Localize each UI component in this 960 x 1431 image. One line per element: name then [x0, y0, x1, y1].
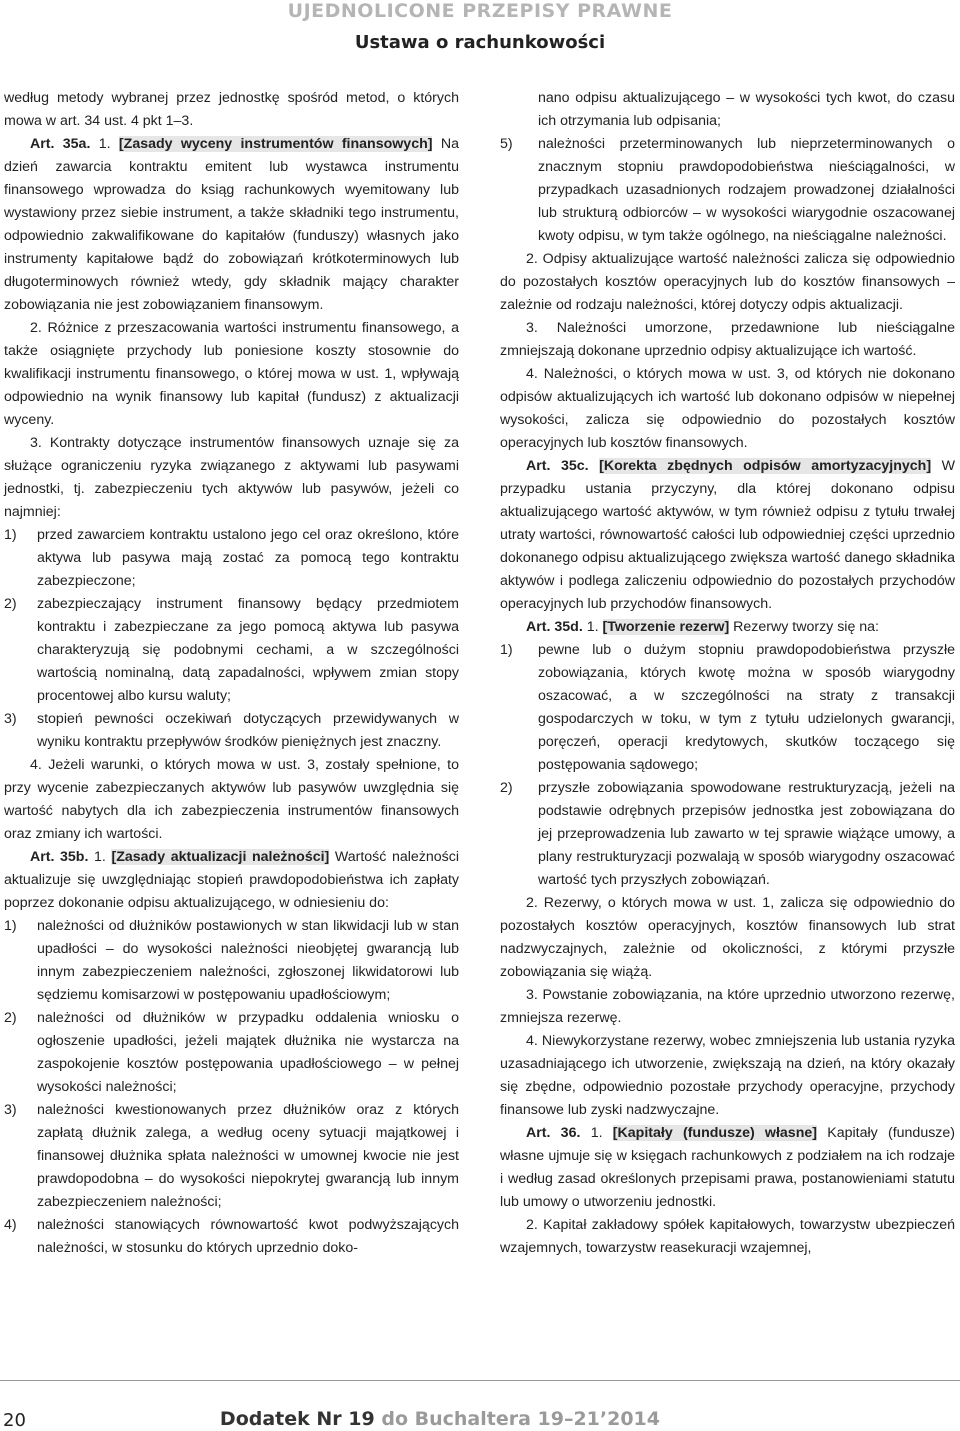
- article-heading: [Zasady wyceny instrumentów finansowych]: [118, 136, 433, 152]
- article-text: W przypadku ustania przyczyny, dla której dokonano odpisu aktualizującego wartość aktywów, w tym również odpisu z tytułu trwałej utraty wartości, równowartość całości lub odpowiedniej części uprzednio dokonanego odpisu aktualizującego zwiększa wartość danego składnika aktywów i podlega zaliczeniu odpowiednio do pozostałych przychodów operacyjnych lub przychodów finansowych.: [500, 458, 955, 612]
- paragraph: 4. Niewykorzystane rezerwy, wobec zmniejszenia lub ustania ryzyka uzasadniającego ich utworzenie, zwiększają na dzień, na który okazały się zbędne, odpowiednio pozostałe przychody operacyjne, przychody finansowe lub zyski nadzwyczajne.: [500, 1033, 955, 1118]
- article-36: [500, 1122, 955, 1214]
- list-item: 3) należności kwestionowanych przez dłużników oraz z których zapłatą dłużnik zalega, a według oceny sytuacji majątkowej i finansowej dłużnika spłata należności w umownej kwocie nie jest prawdopodobna – do wysokości niepokrytej gwarancją lub innym zabezpieczeniem należności;: [4, 1102, 459, 1210]
- article-number: Art. 35d.: [526, 619, 583, 635]
- paragraph-number: 1.: [586, 619, 599, 635]
- article-heading: [Zasady aktualizacji należności]: [111, 849, 330, 865]
- paragraph: 3. Powstanie zobowiązania, na które uprzednio utworzono rezerwę, zmniejsza rezerwę.: [500, 987, 955, 1026]
- paragraph: 3. Kontrakty dotyczące instrumentów finansowych uznaje się za służące ograniczeniu ryzyka związanego z aktywami lub pasywami jednostki, tj. zabezpieczeniu tych aktywów lub pasywów, jeżeli co najmniej:: [4, 435, 459, 520]
- page-number: 20: [3, 1410, 26, 1431]
- paragraph-number: 1.: [590, 1125, 603, 1141]
- section-title: UJEDNOLICONE PRZEPISY PRAWNE: [287, 0, 673, 22]
- article-heading: [Tworzenie rezerw]: [602, 619, 730, 635]
- article-35d: [500, 616, 955, 639]
- list-item-continuation: nano odpisu aktualizującego – w wysokości tych kwot, do czasu ich otrzymania lub odpisania;: [538, 90, 955, 129]
- list-item: 2) zabezpieczający instrument finansowy będący przedmiotem kontraktu i zabezpieczane za jego pomocą aktywa lub pasywa charakteryzują się podobnymi cechami, a w szczególności wartością nominalną, datą zapadalności, wpływem zmian stopy procentowej albo kursu waluty;: [4, 596, 459, 704]
- article-number: Art. 35a.: [30, 136, 91, 152]
- list-item: 3) stopień pewności oczekiwań dotyczących przewidywanych w wyniku kontraktu przepływów środków pieniężnych jest znaczny.: [4, 711, 459, 750]
- publication-name: Dodatek Nr 19: [219, 1408, 375, 1430]
- page-footer: [0, 1380, 960, 1430]
- left-column: [4, 87, 459, 1260]
- list-item: 4) należności stanowiących równowartość kwot podwyższających należności, w stosunku do których uprzednio doko-: [4, 1217, 459, 1256]
- article-text: Kapitały (fundusze) własne ujmuje się w księgach rachunkowych z podziałem na ich rodzaje i według zasad określonych przepisami prawa, postanowieniami statutu lub umowy o utworzeniu jednostki.: [500, 1125, 956, 1210]
- act-title: Ustawa o rachunkowości: [354, 32, 606, 53]
- right-column: [500, 87, 955, 1260]
- list-item: 5) należności przeterminowanych lub nieprzeterminowanych o znacznym stopniu prawdopodobieństwa nieściągalności, w przypadkach uzasadnionych rodzajem prowadzonej działalności lub strukturą odbiorców – w wysokości wiarygodnie oszacowanej kwoty odpisu, w tym także ogólnego, na nieściągalne należności.: [500, 136, 955, 244]
- paragraph: 4. Należności, o których mowa w ust. 3, od których nie dokonano odpisów aktualizujących ich wartość lub dokonano odpisów w niepełnej wysokości, zalicza się odpowiednio do pozostałych kosztów operacyjnych lub kosztów finansowych.: [500, 366, 955, 451]
- article-number: Art. 35c.: [526, 458, 589, 474]
- paragraph: 2. Odpisy aktualizujące wartość należności zalicza się odpowiednio do pozostałych kosztów operacyjnych lub do kosztów finansowych – zależnie od rodzaju należności, której dotyczy odpis aktualizacji.: [500, 251, 955, 313]
- list-item: 2) przyszłe zobowiązania spowodowane restrukturyzacją, jeżeli na podstawie odrębnych przepisów jednostka jest zobowiązana do jej przeprowadzenia lub zawarto w tej sprawie wiążące umowy, a plany restrukturyzacji pozwalają w sposób wiarygodny oszacować wartość tych przyszłych zobowiązań.: [500, 780, 955, 888]
- paragraph-number: 1.: [94, 849, 106, 865]
- article-heading: [Korekta zbędnych odpisów amortyzacyjnych]: [599, 458, 932, 474]
- article-text: Na dzień zawarcia kontraktu emitent lub wystawca instrumentu finansowego wprowadza do ksiąg rachunkowych wyemitowany lub wystawiony przez siebie instrument, a także składniki tego instrumentu, odpowiednio zakwalifikowane do kapitałów (funduszy) własnych jako instrumenty kapitałowe bądź do zobowiązań krótkoterminowych lub długoterminowych również wtedy, gdy składnik mający charakter zobowiązania nie jest zobowiązaniem finansowym.: [4, 136, 459, 313]
- list-item: 1) należności od dłużników postawionych w stan likwidacji lub w stan upadłości – do wysokości należności nieobjętej gwarancją lub innym zabezpieczeniem należności, zgłoszonej likwidatorowi lub sędziemu komisarzowi w postępowaniu upadłościowym;: [4, 918, 459, 1003]
- page-header: [0, 0, 960, 64]
- article-number: Art. 35b.: [30, 849, 89, 865]
- paragraph: według metody wybranej przez jednostkę spośród metod, o których mowa w art. 34 ust. 4 pkt 1–3.: [4, 90, 459, 129]
- paragraph: 4. Jeżeli warunki, o których mowa w ust. 3, zostały spełnione, to przy wycenie zabezpieczanych aktywów lub pasywów uwzględnia się wartość nabytych dla ich zabezpieczenia instrumentów finansowych oraz zmiany ich wartości.: [4, 757, 459, 842]
- paragraph-number: 1.: [98, 136, 111, 152]
- paragraph: 2. Kapitał zakładowy spółek kapitałowych, towarzystw ubezpieczeń wzajemnych, towarzystw reasekuracji wzajemnej,: [500, 1217, 955, 1256]
- article-35c: [500, 455, 955, 616]
- list-item: 1) przed zawarciem kontraktu ustalono jego cel oraz określono, które aktywa lub pasywa mają zostać za pomocą tego kontraktu zabezpieczone;: [4, 527, 459, 589]
- footer-divider: [0, 1380, 960, 1381]
- list-item: 2) należności od dłużników w przypadku oddalenia wniosku o ogłoszenie upadłości, jeżeli majątek dłużnika nie wystarcza na zaspokojenie kosztów postępowania upadłościowego – w pełnej wysokości należności;: [4, 1010, 459, 1095]
- publication-issue: do Buchaltera 19–21’2014: [381, 1408, 660, 1430]
- paragraph: 2. Rezerwy, o których mowa w ust. 1, zalicza się odpowiednio do pozostałych kosztów operacyjnych, kosztów finansowych lub strat nadzwyczajnych, zależnie od okoliczności, z którymi przyszłe zobowiązania się wiążą.: [500, 895, 955, 980]
- article-text: Rezerwy tworzy się na:: [733, 619, 879, 635]
- article-number: Art. 36.: [526, 1125, 581, 1141]
- article-text: Wartość należności aktualizuje się uwzględniając stopień prawdopodobieństwa ich zapłaty poprzez dokonanie odpisu aktualizującego, w odniesieniu do:: [4, 849, 460, 911]
- article-35a: [4, 133, 459, 317]
- article-heading: [Kapitały (fundusze) własne]: [612, 1125, 817, 1141]
- paragraph: 2. Różnice z przeszacowania wartości instrumentu finansowego, a także osiągnięte przychody lub poniesione koszty stosownie do kwalifikacji instrumentu finansowego, o której mowa w ust. 1, wpływają odpowiednio na wynik finansowy lub kapitał (fundusz) z aktualizacji wyceny.: [4, 320, 459, 428]
- article-35b: [4, 846, 459, 915]
- paragraph: 3. Należności umorzone, przedawnione lub nieściągalne zmniejszają dokonane uprzednio odpisy aktualizujące ich wartość.: [500, 320, 955, 359]
- publication-title: [220, 1408, 660, 1430]
- list-item: 1) pewne lub o dużym stopniu prawdopodobieństwa przyszłe zobowiązania, których kwotę można w sposób wiarygodny oszacować, a w szczególności na straty z transakcji gospodarczych w toku, w tym z tytułu udzielonych gwarancji, poręczeń, operacji kredytowych, skutków toczącego się postępowania sądowego;: [500, 642, 955, 773]
